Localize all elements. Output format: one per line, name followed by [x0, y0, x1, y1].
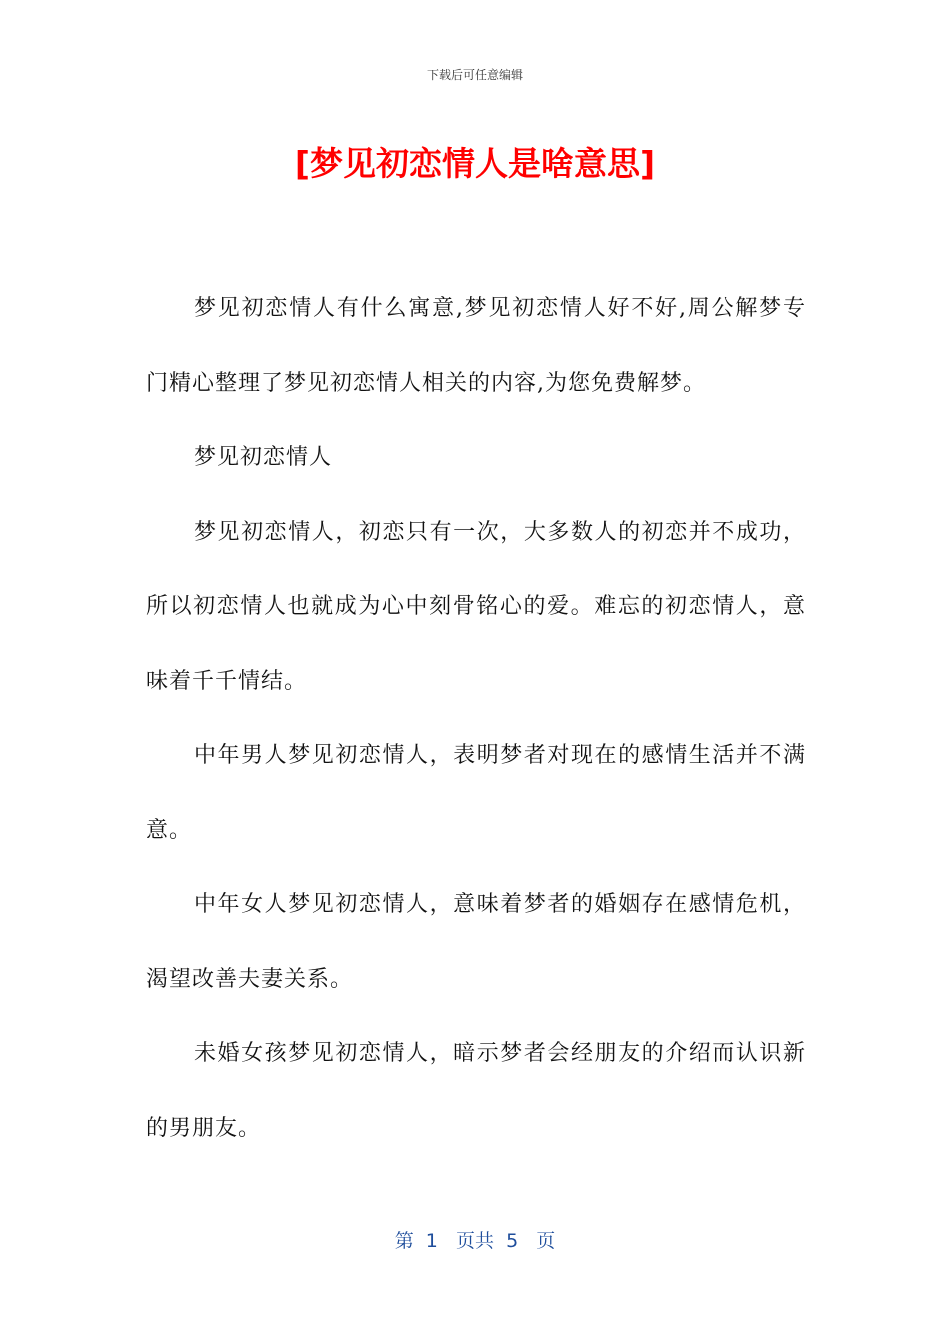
- paragraph-subheading: 梦见初恋情人: [194, 445, 333, 470]
- document-title: [梦见初恋情人是啥意思]: [294, 144, 656, 183]
- page-number-footer: 第 1 页共 5 页: [394, 1230, 556, 1252]
- paragraph-first-love: 梦见初恋情人，初恋只有一次，大多数人的初恋并不成功，所以初恋情人也就成为心中刻骨铭心的爱。难忘的初恋情人，意味着千千情结。: [146, 519, 806, 694]
- header-note: 下载后可任意编辑: [426, 68, 523, 82]
- paragraph-middle-aged-woman: 中年女人梦见初恋情人，意味着梦者的婚姻存在感情危机，渴望改善夫妻关系。: [146, 892, 806, 992]
- paragraph-middle-aged-man: 中年男人梦见初恋情人，表明梦者对现在的感情生活并不满意。: [146, 743, 806, 843]
- paragraph-unmarried-girl: 未婚女孩梦见初恋情人，暗示梦者会经朋友的介绍而认识新的男朋友。: [146, 1041, 806, 1141]
- paragraph-intro: 梦见初恋情人有什么寓意,梦见初恋情人好不好,周公解梦专门精心整理了梦见初恋情人相关的内容,为您免费解梦。: [146, 296, 806, 396]
- document-body: [146, 272, 806, 1166]
